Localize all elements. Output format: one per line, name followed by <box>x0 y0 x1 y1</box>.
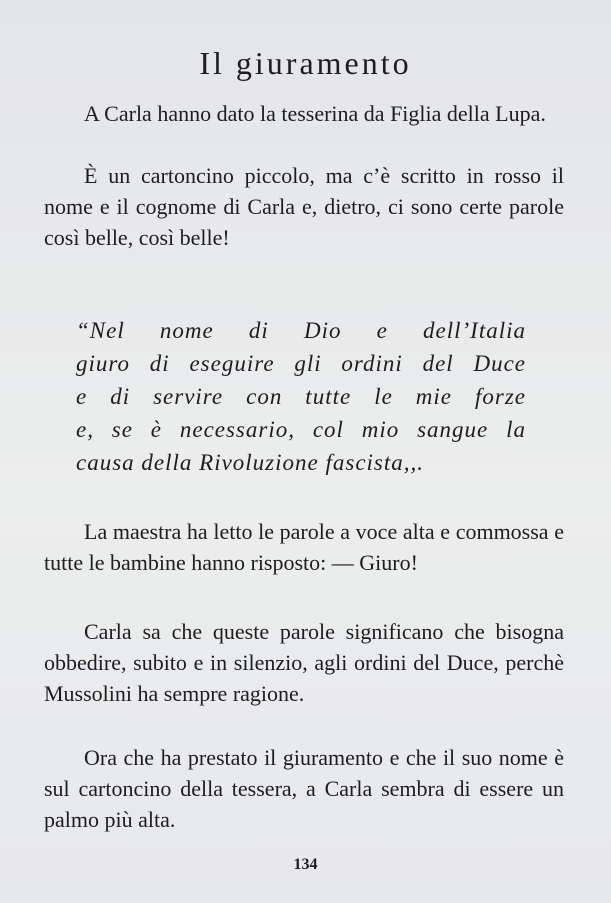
oath-quote <box>76 314 526 479</box>
quote-line: e, se è necessario, col mio sangue la <box>76 417 526 442</box>
paragraph-3: La maestra ha letto le parole a voce alta e commossa e tutte le bambine hanno risposto: — Giuro! <box>44 519 564 575</box>
page-number: 134 <box>293 856 318 873</box>
quote-line: e di servire con tutte le mie forze <box>76 384 526 409</box>
paragraph-1: A Carla hanno dato la tesserina da Figlia della Lupa. <box>84 101 546 126</box>
page-title: Il giuramento <box>199 45 412 82</box>
paragraph-4: Carla sa che queste parole significano che bisogna obbedire, subito e in silenzio, agli ordini del Duce, perchè Mussolini ha sempre ragione. <box>44 619 564 706</box>
paragraph-5: Ora che ha prestato il giuramento e che il suo nome è sul cartoncino della tessera, a Carla sembra di essere un palmo più alta. <box>44 745 564 832</box>
quote-line: causa della Rivoluzione fascista,,. <box>76 450 425 475</box>
quote-line: giuro di eseguire gli ordini del Duce <box>76 351 526 376</box>
paragraph-2: È un cartoncino piccolo, ma c’è scritto in rosso il nome e il cognome di Carla e, dietro, ci sono certe parole così belle, così belle! <box>44 163 564 250</box>
quote-line: “Nel nome di Dio e dell’Italia <box>76 318 526 343</box>
